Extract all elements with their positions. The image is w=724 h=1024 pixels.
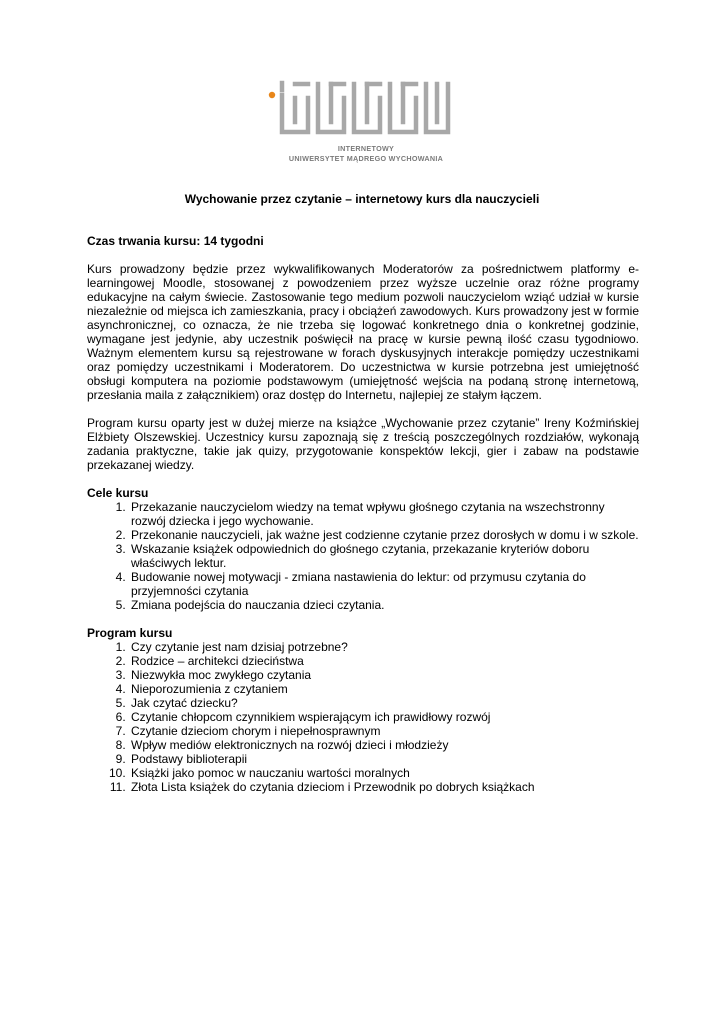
program-list [87,640,639,794]
paragraph-program-basis: Program kursu oparty jest w dużej mierze na książce „Wychowanie przez czytanie” Ireny Koźmińskiej Elżbiety Olszewskiej. Uczestnicy kursu zapoznają się z treścią poszczególnych rozdziałów, wykonają zadania praktyczne, takie jak quizy, przygotowanie konspektów lekcji, gier i zabaw na podstawie przekazanej wiedzy. [87,416,639,472]
program-item: 10. Książki jako pomoc w nauczaniu wartości moralnych [129,766,639,780]
program-item: 9. Podstawy biblioterapii [129,752,639,766]
program-item: 6. Czytanie chłopcom czynnikiem wspierającym ich prawidłowy rozwój [129,710,639,724]
goal-item: 2. Przekonanie nauczycieli, jak ważne jest codzienne czytanie przez dorosłych w domu i w szkole. [129,528,639,542]
goal-item: 5. Zmiana podejścia do nauczania dzieci czytania. [129,598,639,612]
program-item: 5. Jak czytać dziecku? [129,696,639,710]
meander-logo-mark [268,80,458,144]
course-duration: Czas trwania kursu: 14 tygodni [87,234,264,248]
logo-orange-dot [269,92,275,98]
university-logo [268,80,458,166]
program-item: 2. Rodzice – architekci dzieciństwa [129,654,639,668]
program-item: 1. Czy czytanie jest nam dzisiaj potrzebne? [129,640,639,654]
goal-item: 4. Budowanie nowej motywacji - zmiana nastawienia do lektur: od przymusu czytania do przyjemności czytania [129,570,639,598]
program-item: 8. Wpływ mediów elektronicznych na rozwój dzieci i młodzieży [129,738,639,752]
program-item: 11. Złota Lista książek do czytania dzieciom i Przewodnik po dobrych książkach [129,780,639,794]
program-item: 4. Nieporozumienia z czytaniem [129,682,639,696]
program-item: 7. Czytanie dzieciom chorym i niepełnosprawnym [129,724,639,738]
goal-item: 3. Wskazanie książek odpowiednich do głośnego czytania, przekazanie kryteriów doboru właściwych lektur. [129,542,639,570]
logo-line-2: UNIWERSYTET MĄDREGO WYCHOWANIA [288,154,444,163]
document-title: Wychowanie przez czytanie – internetowy kurs dla nauczycieli [184,192,540,206]
goals-heading: Cele kursu [87,486,149,500]
program-item: 3. Niezwykła moc zwykłego czytania [129,668,639,682]
goals-list [87,500,639,612]
document-body [87,234,639,794]
program-heading: Program kursu [87,626,173,640]
paragraph-course-description: Kurs prowadzony będzie przez wykwalifikowanych Moderatorów za pośrednictwem platformy e-learningowej Moodle, stosowanej z powodzeniem przez wyższe uczelnie oraz różne programy edukacyjne na całym świecie. Zastosowanie tego medium pozwoli nauczycielom wziąć udział w kursie niezależnie od miejsca ich zamieszkania, pracy i obciążeń zawodowych. Kurs prowadzony jest w formie asynchronicznej, co oznacza, że nie trzeba się logować konkretnego dnia o konkretnej godzinie, wymagane jest jedynie, aby uczestnik poświęcił na pracę w kursie pewną ilość czasu tygodniowo. Ważnym elementem kursu są rejestrowane w forach dyskusyjnych interakcje pomiędzy uczestnikami oraz pomiędzy uczestnikami i Moderatorem. Do uczestnictwa w kursie potrzebna jest umiejętność obsługi komputera na poziomie podstawowym (umiejętność wejścia na podaną stronę internetową, przesłania maila z załącznikiem) oraz dostęp do Internetu, najlepiej ze stałym łączem. [87,262,639,402]
goal-item: 1. Przekazanie nauczycielom wiedzy na temat wpływu głośnego czytania na wszechstronny rozwój dziecka i jego wychowanie. [129,500,639,528]
logo-line-1: INTERNETOWY [337,144,395,153]
